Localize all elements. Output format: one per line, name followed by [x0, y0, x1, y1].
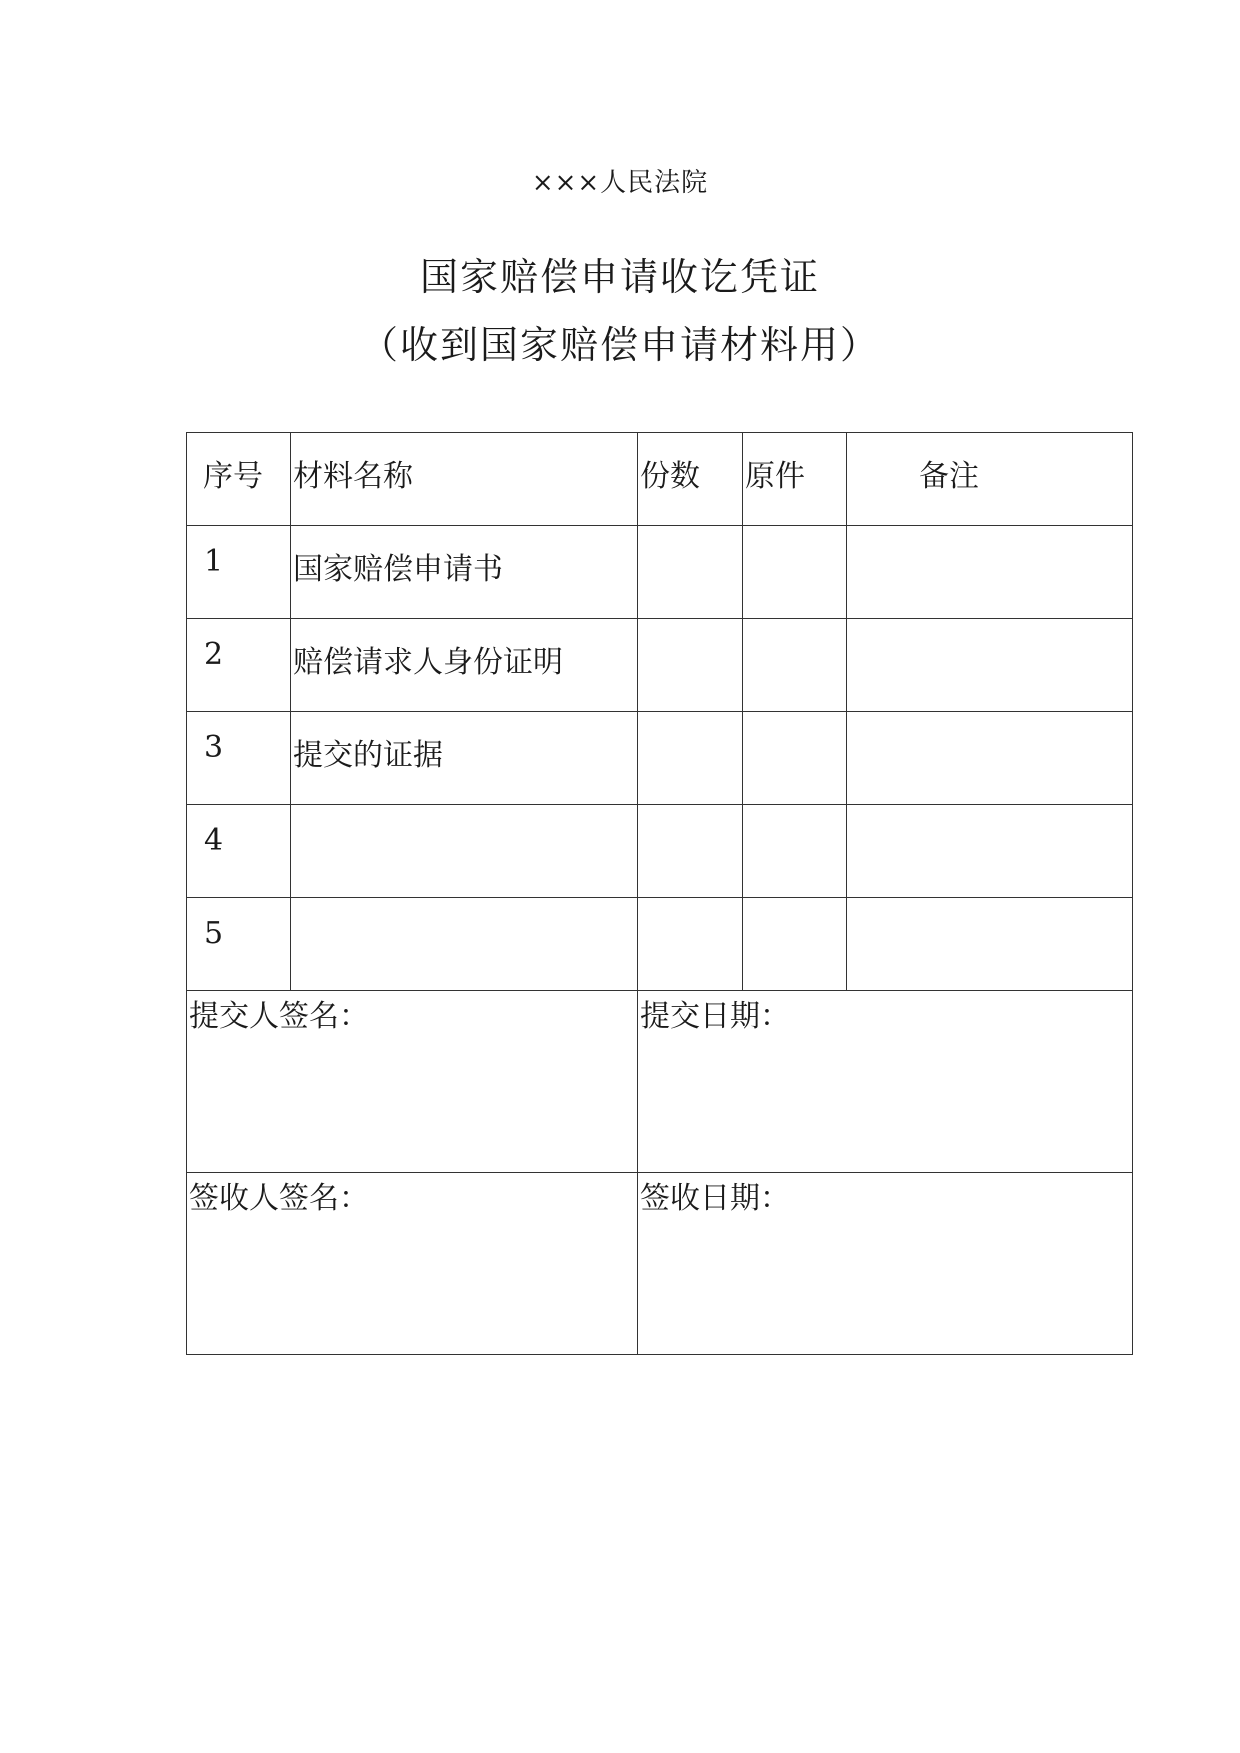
note-cell: [847, 712, 1133, 805]
seq-value: 4: [204, 823, 224, 858]
copies-cell: [638, 898, 743, 991]
original-value: [743, 805, 846, 823]
copies-cell: [638, 526, 743, 619]
submitter-signature-label: 提交人签名：: [189, 999, 369, 1034]
material-name-cell: [291, 898, 638, 991]
receiver-signature-label: 签收人签名：: [189, 1181, 369, 1216]
header-cell-note: [847, 433, 1133, 526]
header-name-label: 材料名称: [293, 459, 413, 494]
note-value: [847, 712, 1132, 730]
header-cell-original: [743, 433, 847, 526]
submit-date-cell: [638, 991, 1133, 1173]
material-name: 赔偿请求人身份证明: [293, 645, 563, 680]
copies-cell: [638, 712, 743, 805]
copies-value: [638, 526, 742, 544]
original-cell: [743, 712, 847, 805]
table-row: [187, 526, 1133, 619]
table-row: [187, 898, 1133, 991]
copies-value: [638, 898, 742, 916]
document-subtitle: （收到国家赔偿申请材料用）: [359, 323, 880, 367]
material-name-cell: [291, 712, 638, 805]
header-seq-label: 序号: [203, 459, 263, 494]
original-value: [743, 712, 846, 730]
submitter-signature-cell: [187, 991, 638, 1173]
material-name-cell: [291, 526, 638, 619]
material-name-cell: [291, 619, 638, 712]
header-cell-copies: [638, 433, 743, 526]
header-cell-name: [291, 433, 638, 526]
material-name-cell: [291, 805, 638, 898]
table-row: [187, 805, 1133, 898]
header-cell-seq: [187, 433, 291, 526]
seq-value: 3: [204, 730, 224, 765]
table-row: [187, 712, 1133, 805]
original-cell: [743, 619, 847, 712]
receiver-signature-cell: [187, 1173, 638, 1355]
receive-date-label: 签收日期：: [640, 1181, 790, 1216]
original-value: [743, 619, 846, 637]
materials-table: [186, 432, 1133, 1355]
submit-date-label: 提交日期：: [640, 999, 790, 1034]
note-cell: [847, 898, 1133, 991]
receive-date-cell: [638, 1173, 1133, 1355]
copies-cell: [638, 619, 743, 712]
seq-cell: [187, 712, 291, 805]
material-name: [291, 805, 637, 823]
material-name: 国家赔偿申请书: [293, 552, 503, 587]
copies-value: [638, 805, 742, 823]
note-value: [847, 805, 1132, 823]
copies-value: [638, 619, 742, 637]
material-name: [291, 898, 637, 916]
seq-cell: [187, 898, 291, 991]
note-cell: [847, 619, 1133, 712]
table-header-row: [187, 433, 1133, 526]
header-note-label: 备注: [919, 459, 979, 494]
submit-signature-row: [187, 991, 1133, 1173]
note-cell: [847, 805, 1133, 898]
court-name: ×××人民法院: [531, 168, 709, 198]
header-copies-label: 份数: [640, 459, 700, 494]
original-value: [743, 526, 846, 544]
document-title: 国家赔偿申请收讫凭证: [419, 255, 820, 299]
original-value: [743, 898, 846, 916]
copies-value: [638, 712, 742, 730]
seq-cell: [187, 805, 291, 898]
original-cell: [743, 526, 847, 619]
seq-cell: [187, 526, 291, 619]
original-cell: [743, 898, 847, 991]
seq-value: 2: [204, 637, 224, 672]
header-original-label: 原件: [745, 459, 805, 494]
receive-signature-row: [187, 1173, 1133, 1355]
seq-value: 5: [204, 916, 224, 951]
material-name: 提交的证据: [293, 738, 443, 773]
seq-cell: [187, 619, 291, 712]
note-value: [847, 898, 1132, 916]
note-cell: [847, 526, 1133, 619]
note-value: [847, 619, 1132, 637]
copies-cell: [638, 805, 743, 898]
original-cell: [743, 805, 847, 898]
table-row: [187, 619, 1133, 712]
note-value: [847, 526, 1132, 544]
seq-value: 1: [204, 544, 224, 579]
